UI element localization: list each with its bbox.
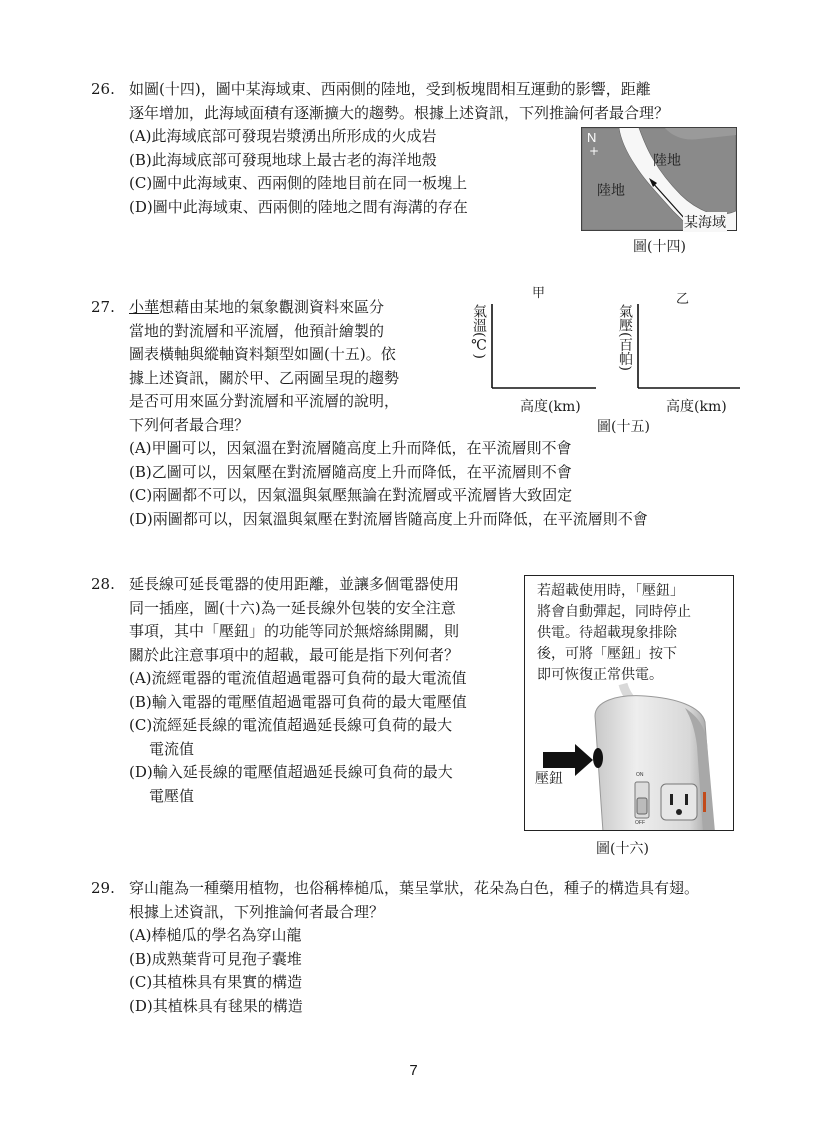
- stem-line: 事項，其中「壓鈕」的功能等同於無熔絲開關，則: [129, 622, 460, 640]
- reset-button-label: 壓鈕: [535, 771, 563, 787]
- power-strip-photo: [525, 576, 734, 831]
- switch-off-label: OFF: [635, 820, 645, 826]
- switch-on-label: ON: [636, 772, 644, 778]
- stem-line: 同一插座，圖(十六)為一延長線外包裝的安全注意: [129, 598, 456, 617]
- option-a: (A)棒槌瓜的學名為穿山龍: [129, 926, 302, 944]
- question-number: 28.: [91, 575, 115, 593]
- label-sea: 某海域: [683, 212, 727, 232]
- option-d: (D)輸入延長線的電壓值超過延長線可負荷的最大: [129, 763, 453, 781]
- question-28: [91, 573, 521, 813]
- question-number: 27.: [91, 298, 115, 316]
- chart-b-title: 乙: [676, 292, 690, 307]
- stem-line-rest: 想藉由某地的氣象觀測資料來區分: [159, 298, 385, 316]
- north-indicator: N: [587, 130, 597, 145]
- underlined-name: 小華: [129, 298, 160, 316]
- stem-line: 圖表橫軸與縱軸資料類型如圖(十五)。依: [129, 345, 396, 363]
- figure-16-caption: 圖(十六): [596, 841, 649, 857]
- option-d-continued: 電壓值: [149, 786, 195, 805]
- figure-15-caption: 圖(十五): [597, 419, 650, 435]
- chart-b-xlabel: 高度(km): [666, 399, 727, 415]
- chart-b-ylabel: 氣壓(百帕): [617, 304, 633, 371]
- stem-line: 據上述資訊，關於甲、乙兩圖呈現的趨勢: [129, 368, 400, 387]
- option-c-continued: 電流值: [149, 739, 195, 758]
- option-d: (D)兩圖都可以，因氣溫與氣壓在對流層皆隨高度上升而降低，在平流層則不會: [129, 509, 648, 528]
- stem-line: 逐年增加，此海域面積有逐漸擴大的趨勢。根據上述資訊，下列推論何者最合理？: [129, 103, 670, 122]
- stem-line: 如圖(十四)，圖中某海域東、西兩側的陸地，受到板塊間相互運動的影響，距離: [129, 80, 651, 98]
- option-a: (A)甲圖可以，因氣溫在對流層隨高度上升而降低，在平流層則不會: [129, 439, 572, 457]
- stem-line: 穿山龍為一種藥用植物，也俗稱棒槌瓜，葉呈掌狀，花朵為白色，種子的構造具有翅。: [129, 879, 700, 897]
- stem-line: 下列何者最合理？: [129, 415, 250, 434]
- option-d: (D)其植株具有毬果的構造: [129, 996, 303, 1015]
- label-land-west: 陸地: [597, 183, 625, 199]
- stem-line: 根據上述資訊，下列推論何者最合理？: [129, 902, 385, 921]
- notice-line: 供電。待超載現象排除: [537, 625, 677, 641]
- label-land-east: 陸地: [653, 153, 681, 169]
- question-number: 26.: [91, 80, 115, 98]
- north-arrow-icon: +: [589, 144, 600, 158]
- option-c: (C)其植株具有果實的構造: [129, 973, 303, 991]
- figure-15-axes: [464, 282, 744, 432]
- option-c: (C)兩圖都不可以，因氣溫與氣壓無論在對流層或平流層皆大致固定: [129, 486, 573, 504]
- chart-a-ylabel: 氣溫(℃): [471, 304, 487, 359]
- figure-14-map: [581, 127, 737, 231]
- question-stem: [129, 573, 467, 808]
- option-b: (B)此海域底部可發現地球上最古老的海洋地殼: [129, 150, 437, 169]
- option-b: (B)成熟葉背可見孢子囊堆: [129, 949, 302, 968]
- option-a: (A)此海域底部可發現岩漿湧出所形成的火成岩: [129, 127, 437, 145]
- stem-line: 當地的對流層和平流層，他預計繪製的: [129, 321, 385, 340]
- notice-line: 將會自動彈起，同時停止: [537, 604, 691, 620]
- option-a: (A)流經電器的電流值超過電器可負荷的最大電流值: [129, 669, 467, 687]
- figure-16-box: [524, 575, 734, 831]
- figure-14-caption: 圖(十四): [633, 239, 686, 255]
- stem-line: 延長線可延長電器的使用距離，並讓多個電器使用: [129, 575, 460, 593]
- option-b: (B)輸入電器的電壓值超過電器可負荷的最大電壓值: [129, 692, 467, 711]
- question-29: [91, 877, 791, 1027]
- option-b: (B)乙圖可以，因氣壓在對流層隨高度上升而降低，在平流層則不會: [129, 462, 572, 481]
- option-c: (C)圖中此海域東、西兩側的陸地目前在同一板塊上: [129, 174, 468, 192]
- stem-line: 關於此注意事項中的超載，最可能是指下列何者？: [129, 645, 460, 664]
- option-d: (D)圖中此海域東、西兩側的陸地之間有海溝的存在: [129, 197, 468, 216]
- notice-line: 即可恢復正常供電。: [537, 667, 663, 683]
- page-number: 7: [409, 1062, 418, 1079]
- notice-line: 若超載使用時，「壓鈕」: [537, 583, 684, 599]
- question-stem: [129, 877, 699, 1018]
- option-c: (C)流經延長線的電流值超過延長線可負荷的最大: [129, 716, 453, 734]
- question-number: 29.: [91, 879, 115, 897]
- notice-line: 後，可將「壓鈕」按下: [537, 646, 677, 662]
- chart-a-xlabel: 高度(km): [520, 399, 581, 415]
- chart-a-title: 甲: [532, 286, 546, 301]
- stem-line: 是否可用來區分對流層和平流層的說明，: [129, 392, 400, 410]
